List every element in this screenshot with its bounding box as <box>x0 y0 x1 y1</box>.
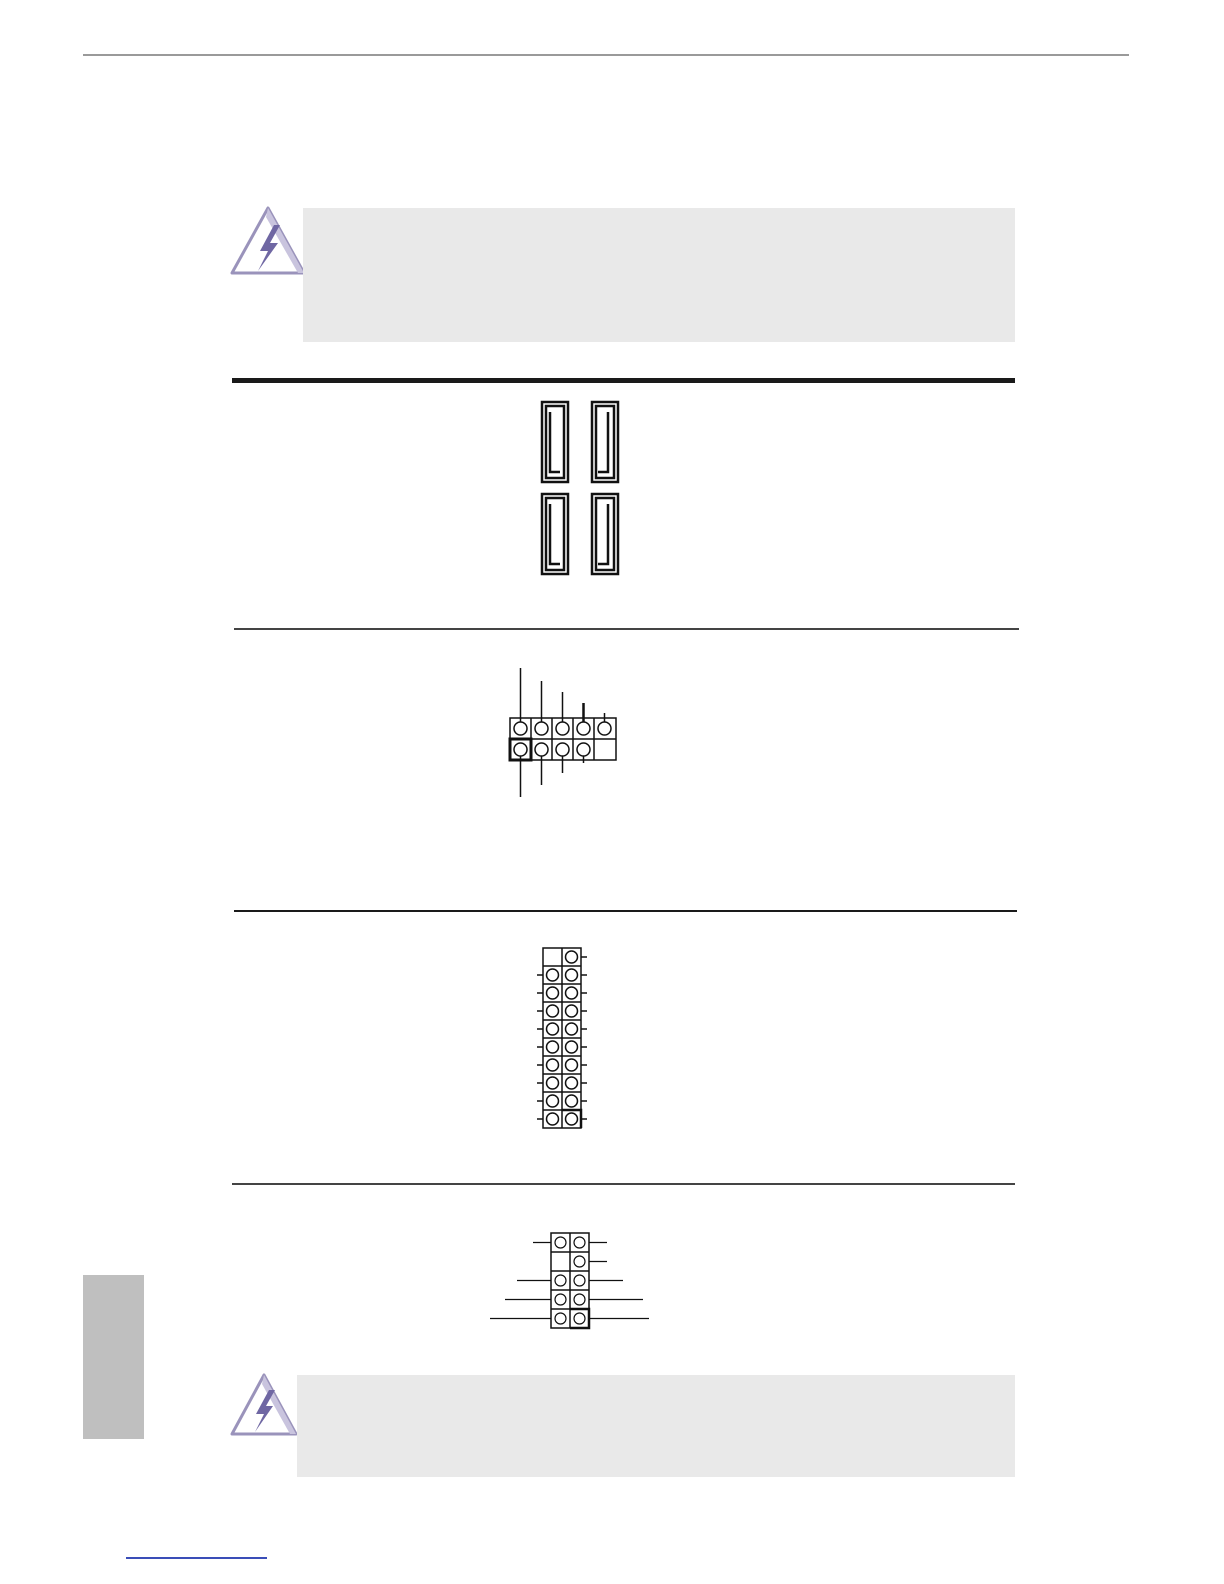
footer-rule <box>126 1557 267 1559</box>
sata-connectors-diagram <box>540 400 630 580</box>
section-rule <box>234 628 1019 630</box>
sata-connector-icon <box>592 494 618 574</box>
atx-power-diagram <box>535 945 595 1135</box>
usb-header-diagram <box>505 665 635 805</box>
header-rule <box>83 54 1129 56</box>
section-rule <box>234 910 1017 912</box>
section-rule-thick <box>232 378 1015 383</box>
sata-connector-icon <box>542 494 568 574</box>
warning-icon <box>228 205 308 277</box>
section-rule <box>232 1183 1015 1185</box>
top-note-box <box>303 208 1015 342</box>
sata-connector-icon <box>592 402 618 482</box>
bottom-note-box <box>297 1375 1015 1477</box>
side-tab <box>83 1275 144 1439</box>
warning-icon <box>228 1372 300 1438</box>
audio-header-diagram <box>485 1228 655 1338</box>
sata-connector-icon <box>542 402 568 482</box>
